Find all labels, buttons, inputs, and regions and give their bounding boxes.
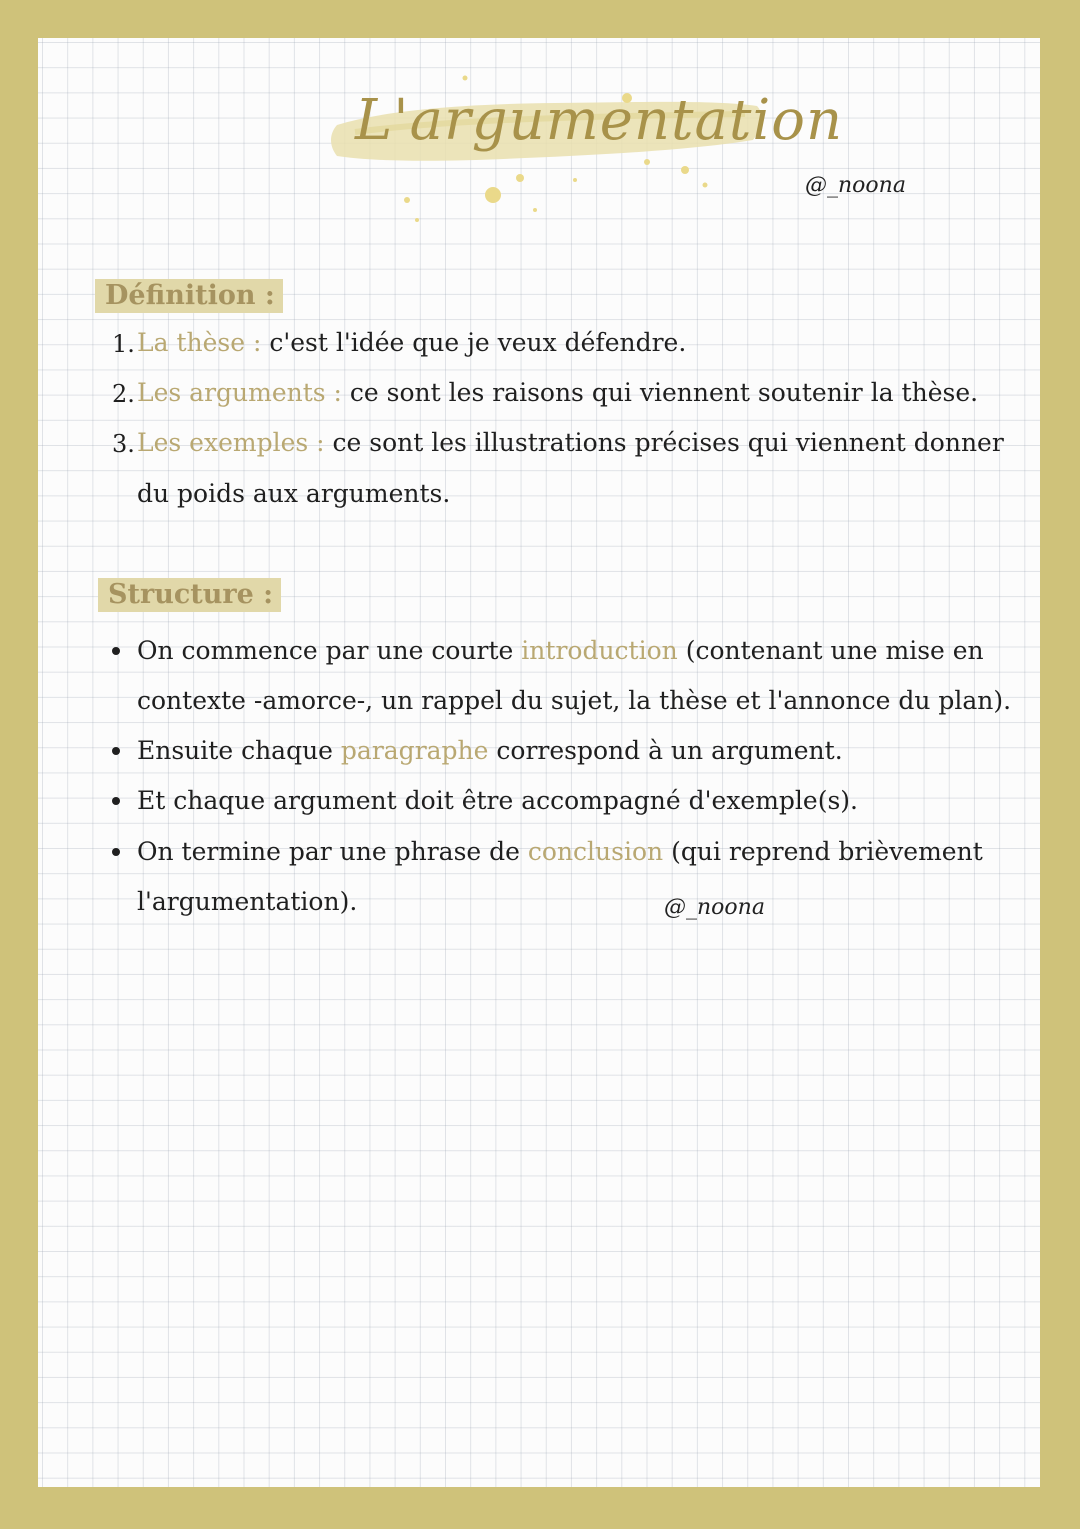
author-signature: @_noona bbox=[805, 173, 906, 198]
item-text: (contenant une mise en bbox=[677, 636, 984, 665]
term-label: Les exemples : bbox=[137, 428, 325, 457]
item-text: correspond à un argument. bbox=[488, 736, 843, 765]
title-block bbox=[325, 70, 844, 240]
definition-item-arguments bbox=[137, 378, 978, 407]
term-label: Les arguments : bbox=[137, 378, 342, 407]
bullet-icon bbox=[112, 747, 120, 755]
bullet-icon bbox=[112, 848, 120, 856]
page-title: L'argumentation bbox=[355, 88, 844, 153]
author-signature: @_noona bbox=[664, 895, 765, 920]
definition-item-continuation: du poids aux arguments. bbox=[137, 479, 451, 508]
item-text: Ensuite chaque bbox=[137, 736, 341, 765]
structure-item-exemples: Et chaque argument doit être accompagné d'exemple(s). bbox=[137, 786, 858, 815]
list-number: 1. bbox=[112, 330, 135, 358]
structure-item-paragraphe bbox=[137, 736, 843, 765]
accent-word: paragraphe bbox=[340, 736, 489, 765]
structure-item-continuation: contexte -amorce-, un rappel du sujet, la thèse et l'annonce du plan). bbox=[137, 686, 1012, 715]
structure-item-introduction bbox=[137, 636, 984, 665]
accent-word: introduction bbox=[521, 636, 678, 665]
definition-item-these bbox=[137, 328, 686, 357]
definition-heading: Définition : bbox=[95, 279, 283, 313]
term-text: ce sont les raisons qui viennent soutenir la thèse. bbox=[341, 378, 979, 407]
term-label: La thèse : bbox=[137, 328, 262, 357]
item-text: (qui reprend brièvement bbox=[663, 837, 983, 866]
item-text: On commence par une courte bbox=[137, 636, 522, 665]
item-text: On termine par une phrase de bbox=[137, 837, 528, 866]
bullet-icon bbox=[112, 647, 120, 655]
term-text: c'est l'idée que je veux défendre. bbox=[261, 328, 687, 357]
bullet-icon bbox=[112, 797, 120, 805]
definition-item-exemples bbox=[137, 428, 1004, 457]
term-text: ce sont les illustrations précises qui viennent donner bbox=[324, 428, 1004, 457]
list-number: 3. bbox=[112, 430, 135, 458]
structure-item-continuation: l'argumentation). bbox=[137, 887, 358, 916]
accent-word: conclusion bbox=[527, 837, 664, 866]
structure-item-conclusion bbox=[137, 837, 983, 866]
structure-heading: Structure : bbox=[98, 578, 281, 612]
list-number: 2. bbox=[112, 380, 135, 408]
